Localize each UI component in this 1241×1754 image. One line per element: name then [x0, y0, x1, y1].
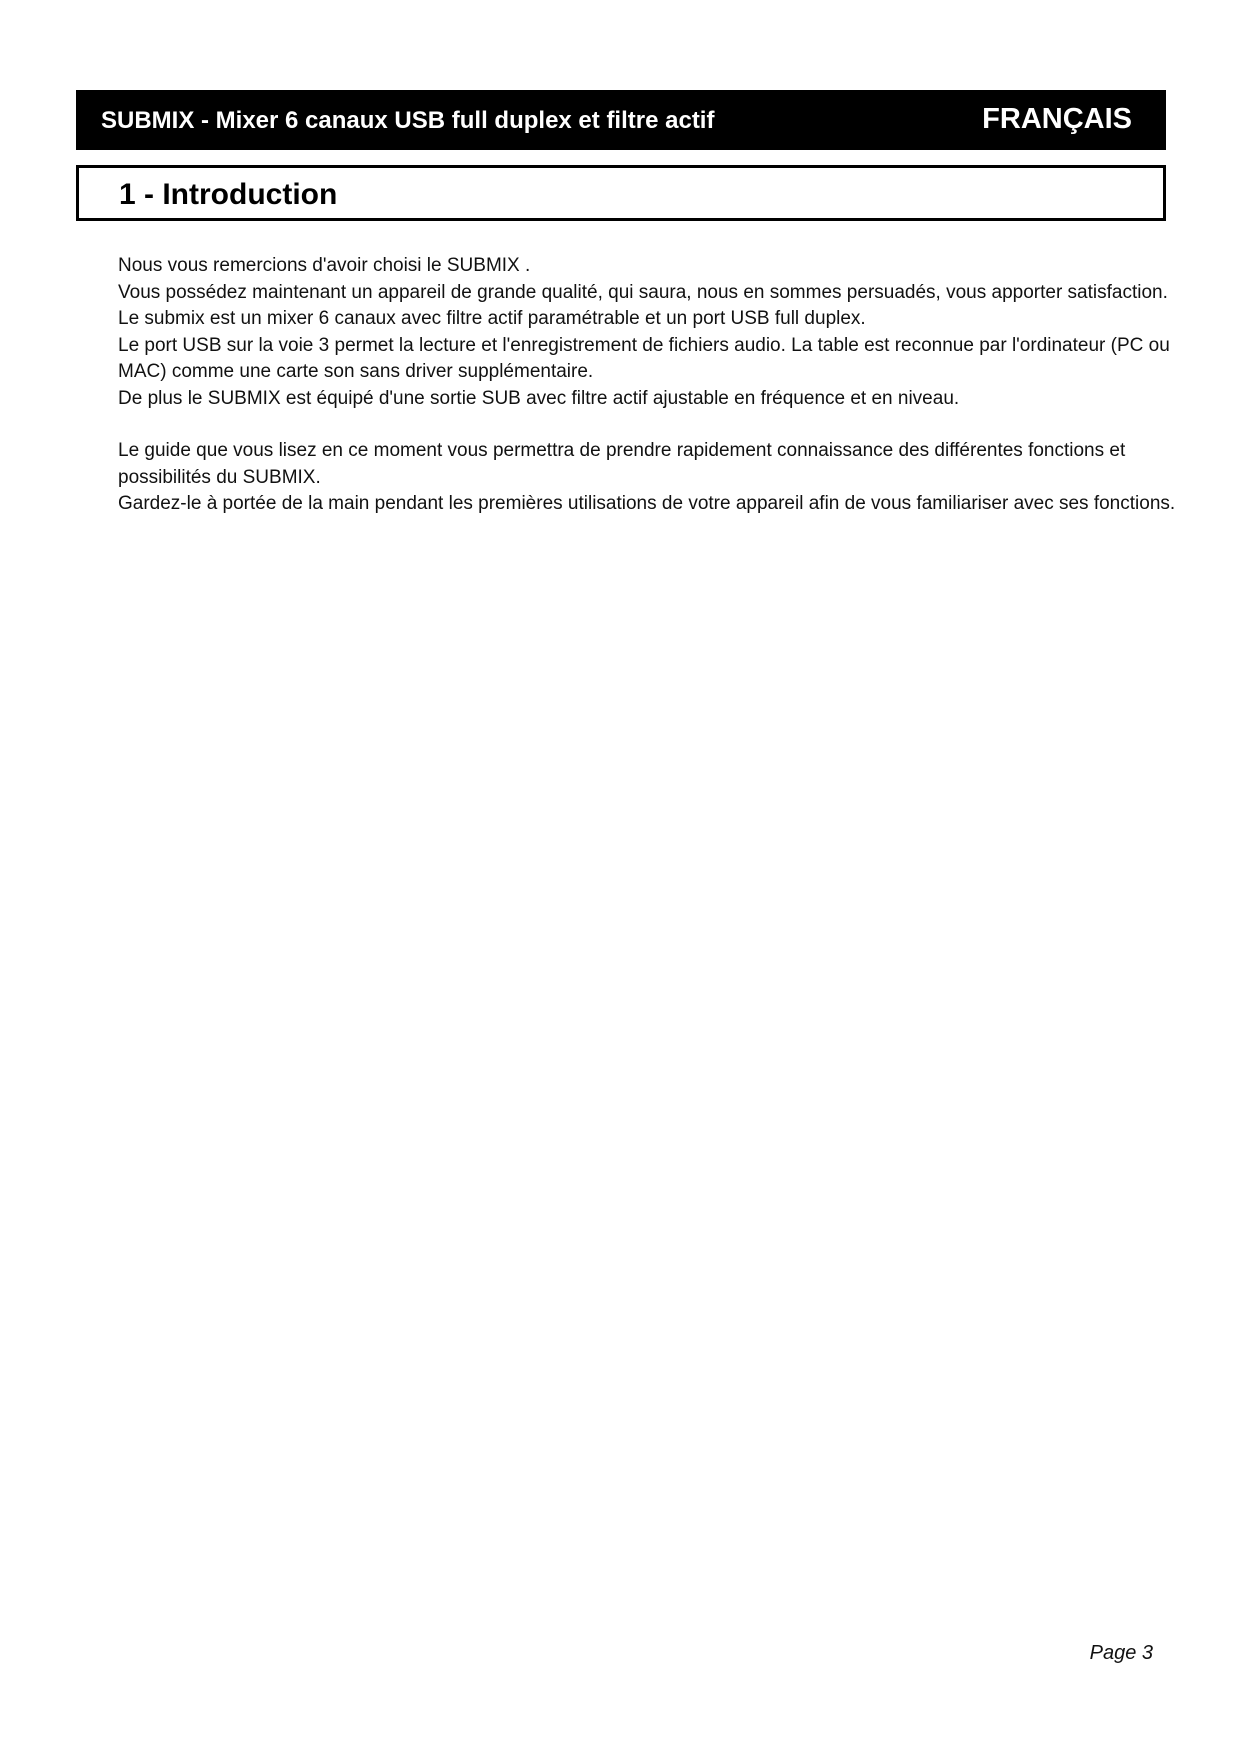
section-heading-box: [76, 165, 1166, 221]
document-header-bar: [76, 90, 1166, 150]
page-number: Page 3: [1089, 1642, 1153, 1664]
section-title: 1 - Introduction: [119, 178, 338, 211]
paragraph-mixer-description: Le submix est un mixer 6 canaux avec filtre actif paramétrable et un port USB full duplex.: [118, 308, 866, 329]
paragraph-guide: Le guide que vous lisez en ce moment vous permettra de prendre rapidement connaissance des différentes fonctions et possibilités du SUBMIX.: [118, 440, 1126, 488]
language-label: FRANÇAIS: [982, 103, 1132, 135]
paragraph-thanks: Nous vous remercions d'avoir choisi le SUBMIX .: [118, 255, 531, 276]
paragraph-spacer: [118, 412, 1192, 438]
paragraph-usb-port: Le port USB sur la voie 3 permet la lecture et l'enregistrement de fichiers audio. La table est reconnue par l'ordinateur (PC ou MAC) comme une carte son sans driver supplémentaire.: [118, 334, 1170, 382]
introduction-body: [118, 253, 1192, 518]
paragraph-sub-output: De plus le SUBMIX est équipé d'une sortie SUB avec filtre actif ajustable en fréquence et en niveau.: [118, 387, 960, 409]
paragraph-quality: Vous possédez maintenant un appareil de grande qualité, qui saura, nous en sommes persuadés, vous apporter satisfaction.: [118, 281, 1168, 303]
document-title: SUBMIX - Mixer 6 canaux USB full duplex et filtre actif: [101, 107, 715, 134]
paragraph-keep-guide: Gardez-le à portée de la main pendant les premières utilisations de votre appareil afin de vous familiariser avec ses fonctions.: [118, 493, 1176, 514]
